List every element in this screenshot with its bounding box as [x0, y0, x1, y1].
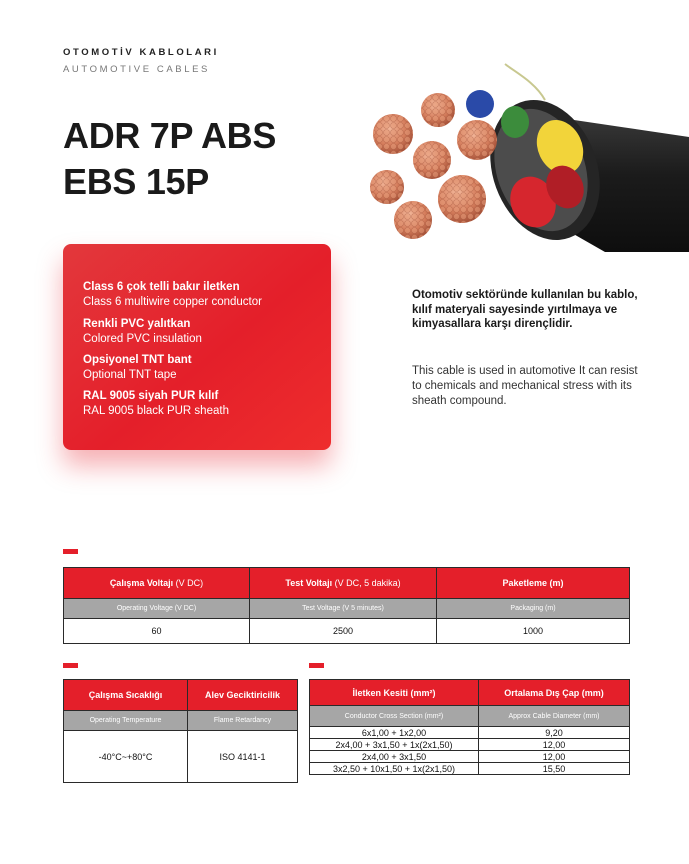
header-packaging: Paketleme (m): [437, 568, 630, 599]
subheader-conductor-section: Conductor Cross Section (mm²): [310, 706, 479, 727]
section-marker: [63, 549, 78, 554]
header-test-voltage: Test Voltajı (V DC, 5 dakika): [250, 568, 437, 599]
cable-diameter-cell: 12,00: [479, 739, 630, 751]
section-marker: [63, 663, 78, 668]
value-operating-voltage: 60: [64, 619, 250, 644]
header-flame-retardancy: Alev Geciktiricilik: [188, 680, 298, 711]
feature-conductor: [83, 280, 262, 310]
table-row: [310, 751, 630, 763]
section-marker: [309, 663, 324, 668]
cable-image: [355, 52, 689, 252]
temperature-table: [63, 679, 298, 783]
table-row: [310, 763, 630, 775]
subheader-cable-diameter: Approx Cable Diameter (mm): [479, 706, 630, 727]
cable-diameter-cell: 9,20: [479, 727, 630, 739]
subheader-packaging: Packaging (m): [437, 599, 630, 619]
conductor-section-cell: 2x4,00 + 3x1,50 + 1x(2x1,50): [310, 739, 479, 751]
subheader-operating-voltage: Operating Voltage (V DC): [64, 599, 250, 619]
cross-section-table: [309, 679, 630, 775]
feature-insulation-en: Colored PVC insulation: [83, 333, 202, 345]
feature-sheath-en: RAL 9005 black PUR sheath: [83, 405, 229, 417]
header-cable-diameter: Ortalama Dış Çap (mm): [479, 680, 630, 706]
description-en: This cable is used in automotive It can resist to chemicals and mechanical stress with its sheath compound.: [412, 365, 638, 407]
conductor-section-cell: 3x2,50 + 10x1,50 + 1x(2x1,50): [310, 763, 479, 775]
value-packaging: 1000: [437, 619, 630, 644]
voltage-table: [63, 567, 630, 644]
feature-tape: [83, 353, 192, 383]
table-row: [310, 739, 630, 751]
subheader-flame-retardancy: Flame Retardancy: [188, 711, 298, 731]
value-test-voltage: 2500: [250, 619, 437, 644]
subheader-test-voltage: Test Voltage (V 5 minutes): [250, 599, 437, 619]
product-title-line2: EBS 15P: [63, 161, 209, 202]
feature-sheath: [83, 389, 229, 419]
subheader-operating-temperature: Operating Temperature: [64, 711, 188, 731]
feature-insulation-tr: Renkli PVC yalıtkan: [83, 318, 191, 330]
table-row: [310, 727, 630, 739]
header-operating-temperature: Çalışma Sıcaklığı: [64, 680, 188, 711]
description-tr: Otomotiv sektöründe kullanılan bu kablo, kılıf materyali sayesinde yırtılmaya ve kimyasallara karşı dirençlidir.: [412, 289, 638, 330]
product-title-line1: ADR 7P ABS: [63, 115, 277, 156]
feature-insulation: [83, 317, 202, 347]
feature-sheath-tr: RAL 9005 siyah PUR kılıf: [83, 390, 219, 402]
value-flame-retardancy: ISO 4141-1: [188, 731, 298, 783]
feature-conductor-tr: Class 6 çok telli bakır iletken: [83, 281, 240, 293]
brand-title-tr: OTOMOTİV KABLOLARI: [63, 47, 219, 58]
cable-diameter-cell: 12,00: [479, 751, 630, 763]
conductor-section-cell: 6x1,00 + 1x2,00: [310, 727, 479, 739]
feature-tape-tr: Opsiyonel TNT bant: [83, 354, 192, 366]
product-title: [63, 113, 276, 205]
cable-diameter-cell: 15,50: [479, 763, 630, 775]
features-panel: [63, 244, 331, 450]
feature-conductor-en: Class 6 multiwire copper conductor: [83, 296, 262, 308]
brand-title-en: AUTOMOTIVE CABLES: [63, 64, 210, 75]
value-operating-temperature: -40°C~+80°C: [64, 731, 188, 783]
header-operating-voltage: Çalışma Voltajı (V DC): [64, 568, 250, 599]
feature-tape-en: Optional TNT tape: [83, 369, 177, 381]
header-conductor-section: İletken Kesiti (mm²): [310, 680, 479, 706]
conductor-section-cell: 2x4,00 + 3x1,50: [310, 751, 479, 763]
